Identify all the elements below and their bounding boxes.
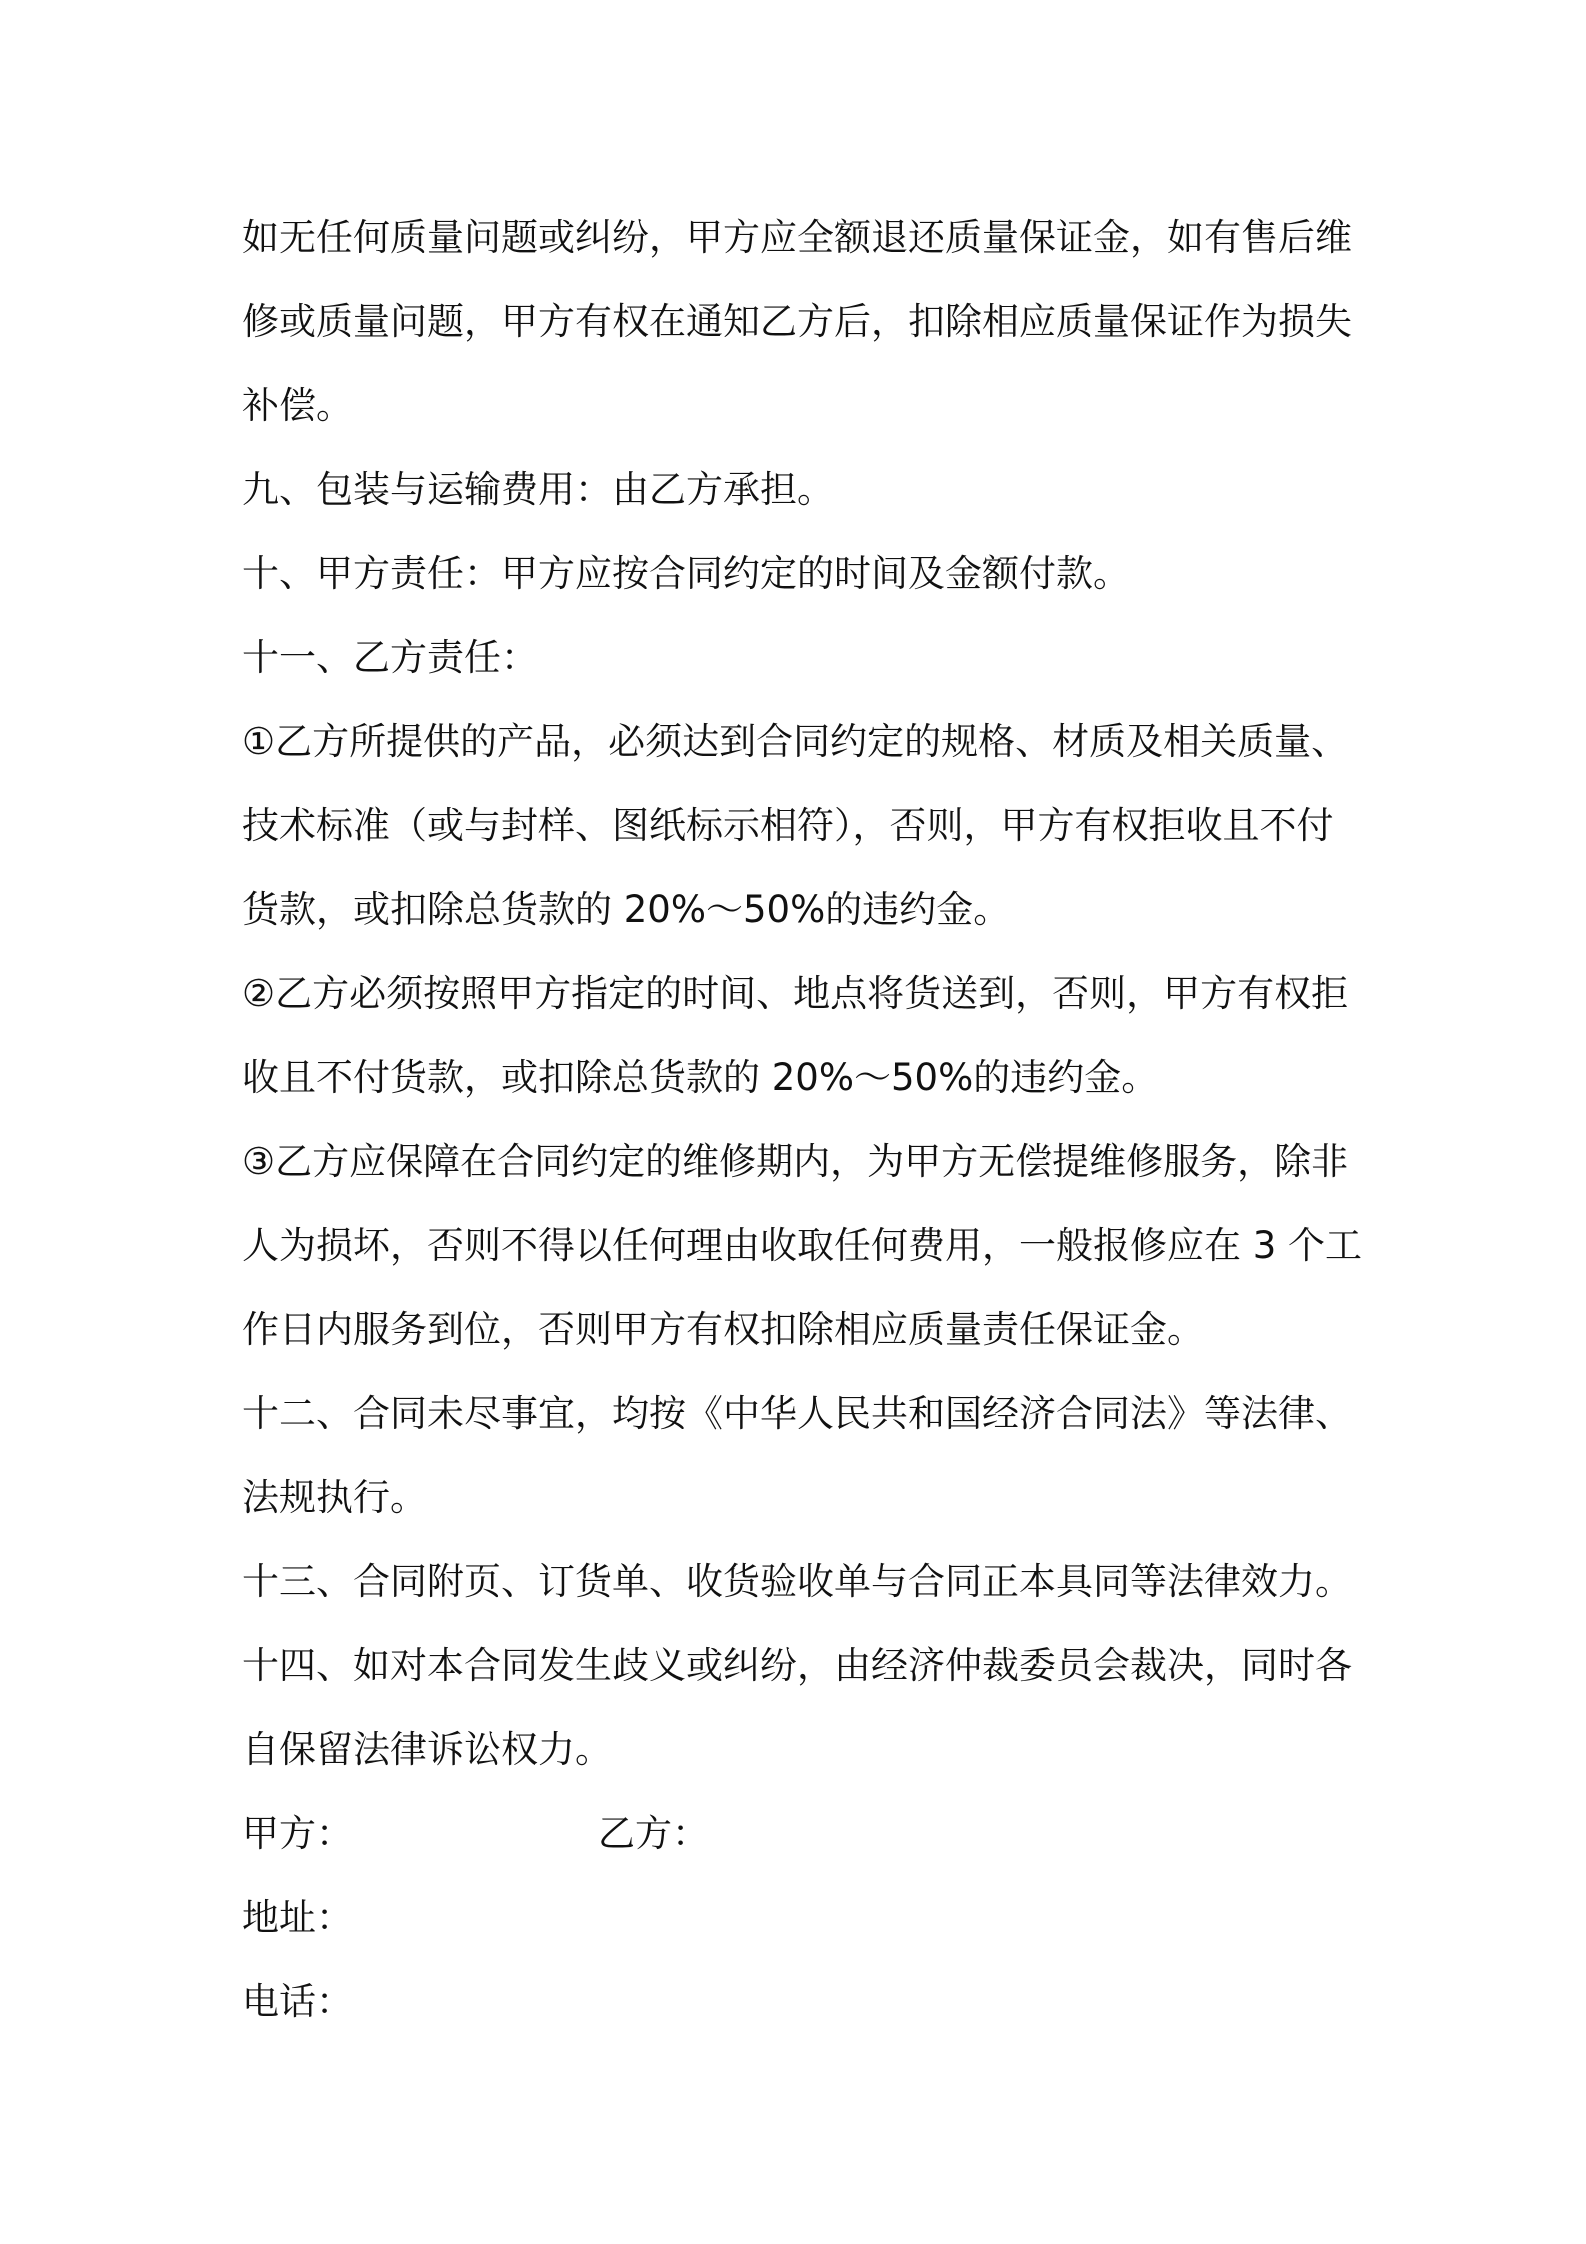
document-body (242, 196, 1362, 2044)
phone-label: 电话： (242, 1980, 353, 2023)
paragraph-line: 作日内服务到位，否则甲方有权扣除相应质量责任保证金。 (242, 1308, 1204, 1351)
clause-13: 十三、合同附页、订货单、收货验收单与合同正本具同等法律效力。 (242, 1560, 1352, 1603)
signature-parties (242, 1792, 1362, 1876)
paragraph-line: 自保留法律诉讼权力。 (242, 1728, 612, 1771)
party-a-label: 甲方： (242, 1812, 353, 1855)
clause-10: 十、甲方责任：甲方应按合同约定的时间及金额付款。 (242, 552, 1130, 595)
paragraph-line: 货款，或扣除总货款的 20%～50%的违约金。 (242, 888, 1011, 931)
clause-14: 十四、如对本合同发生歧义或纠纷，由经济仲裁委员会裁决，同时各 (242, 1644, 1352, 1687)
clause-11-item-2: ②乙方必须按照甲方指定的时间、地点将货送到，否则，甲方有权拒 (242, 972, 1349, 1015)
paragraph-line: 如无任何质量问题或纠纷，甲方应全额退还质量保证金，如有售后维 (242, 216, 1352, 259)
clause-11-heading: 十一、乙方责任： (242, 636, 538, 679)
party-b-label: 乙方： (598, 1812, 709, 1855)
clause-12: 十二、合同未尽事宜，均按《中华人民共和国经济合同法》等法律、 (242, 1392, 1352, 1435)
paragraph-line: 技术标准（或与封样、图纸标示相符），否则，甲方有权拒收且不付 (242, 804, 1334, 847)
paragraph-line: 人为损坏，否则不得以任何理由收取任何费用，一般报修应在 3 个工 (242, 1224, 1363, 1267)
address-label: 地址： (242, 1896, 353, 1939)
paragraph-line: 补偿。 (242, 384, 353, 427)
paragraph-line: 法规执行。 (242, 1476, 427, 1519)
paragraph-line: 收且不付货款，或扣除总货款的 20%～50%的违约金。 (242, 1056, 1159, 1099)
paragraph-line: 修或质量问题，甲方有权在通知乙方后，扣除相应质量保证作为损失 (242, 300, 1352, 343)
clause-11-item-1: ①乙方所提供的产品，必须达到合同约定的规格、材质及相关质量、 (242, 720, 1349, 763)
clause-9: 九、包装与运输费用：由乙方承担。 (242, 468, 834, 511)
clause-11-item-3: ③乙方应保障在合同约定的维修期内，为甲方无偿提维修服务，除非 (242, 1140, 1349, 1183)
